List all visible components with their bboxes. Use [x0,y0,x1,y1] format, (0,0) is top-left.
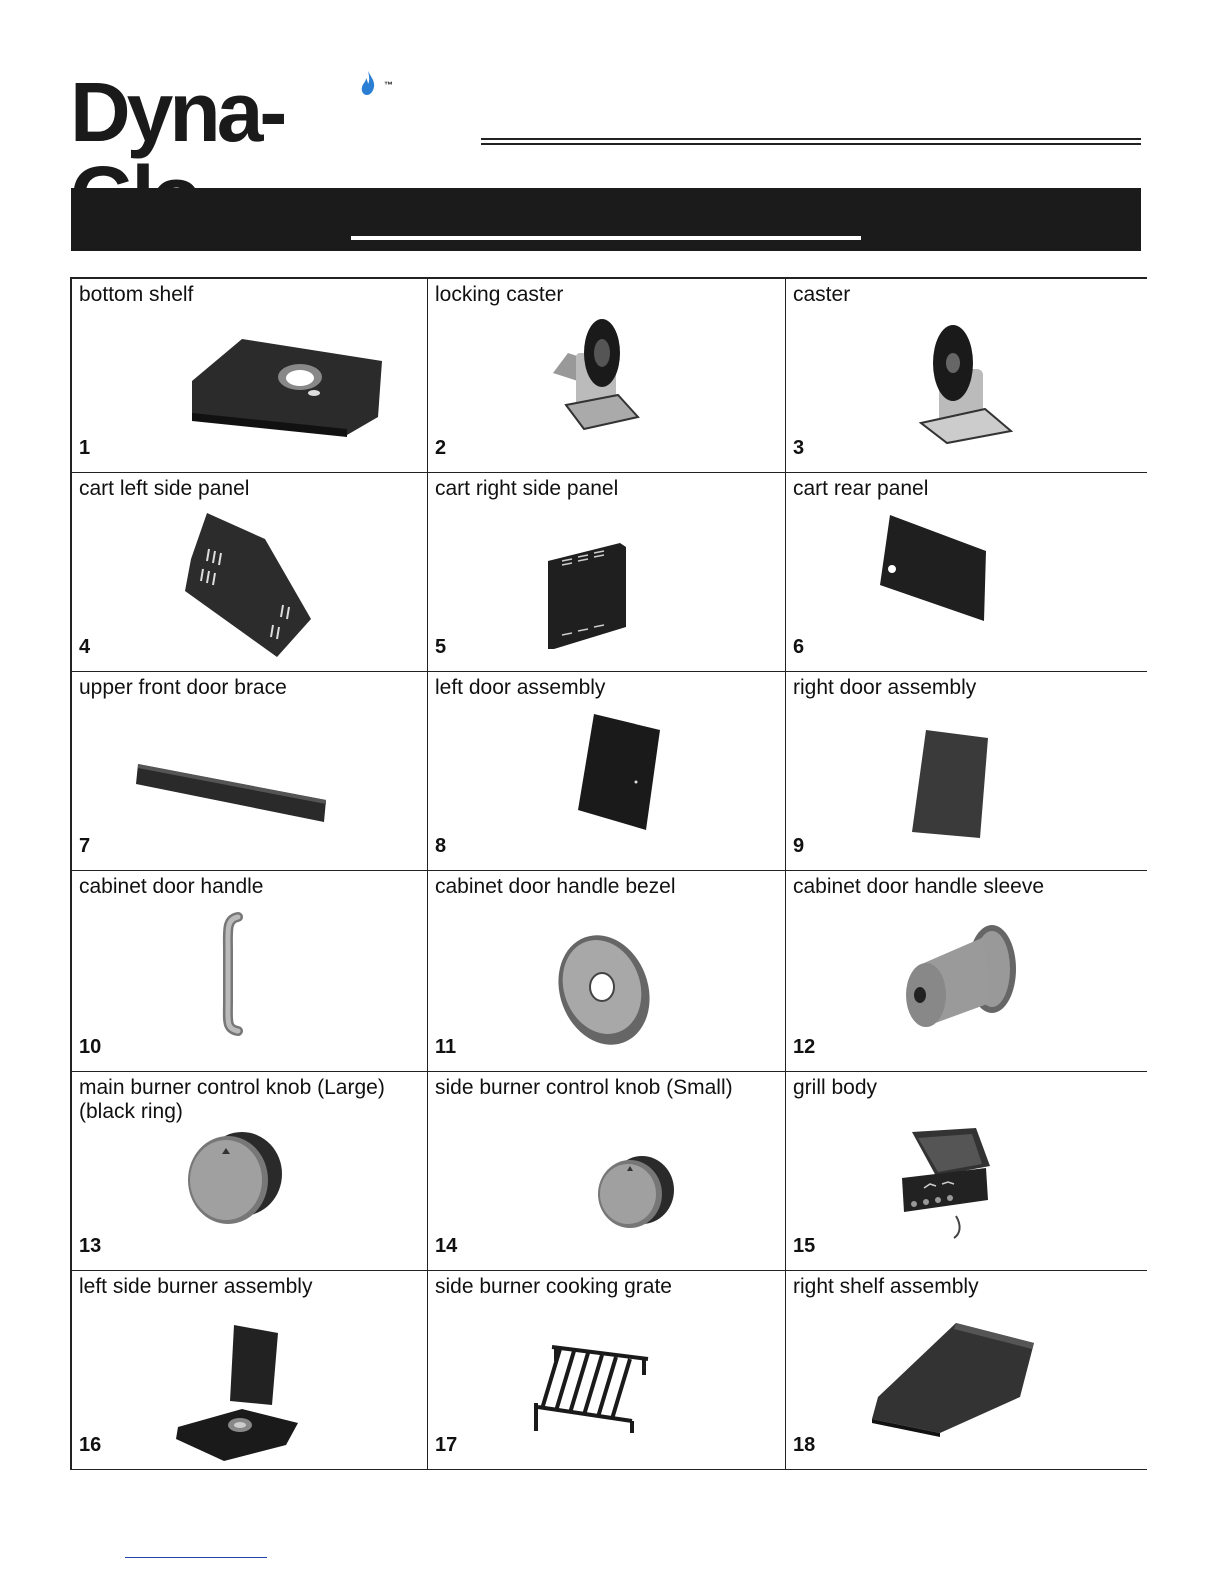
part-label: main burner control knob (Large) (black ring) [79,1076,385,1123]
right-side-panel-image [542,539,632,651]
large-knob-image [186,1128,286,1228]
small-knob-image [596,1152,680,1232]
part-label: caster [793,283,851,306]
part-number: 8 [435,835,447,857]
part-cell [72,1072,428,1271]
part-cell [72,279,428,473]
part-label: right shelf assembly [793,1275,979,1298]
side-burner-image [172,1323,302,1463]
part-cell [72,473,428,672]
handle-bezel-image [554,931,654,1049]
door-brace-image [134,760,330,830]
part-number: 10 [79,1036,102,1058]
door-handle-image [198,911,258,1037]
part-number: 3 [793,437,805,459]
trademark-symbol: ™ [384,80,393,90]
parts-grid [70,277,1147,1470]
caster-image [911,319,1021,449]
left-side-panel-image [177,509,317,661]
part-cell [428,1072,786,1271]
part-cell [428,473,786,672]
part-cell [72,672,428,871]
part-cell [428,871,786,1072]
part-cell [786,1271,1147,1470]
cooking-grate-image [532,1343,652,1433]
part-label: locking caster [435,283,564,306]
part-number: 7 [79,835,91,857]
part-number: 13 [79,1235,102,1257]
part-number: 16 [79,1434,102,1456]
right-door-image [910,728,990,840]
part-cell [428,1271,786,1470]
footer-link-rule [125,1557,267,1558]
part-number: 11 [435,1036,457,1058]
part-number: 6 [793,636,805,658]
rear-panel-image [876,513,996,625]
part-number: 12 [793,1036,816,1058]
part-label: side burner cooking grate [435,1275,672,1298]
banner-underline [351,236,861,240]
right-shelf-image [868,1319,1038,1437]
part-label: cart right side panel [435,477,619,500]
header-rule [481,138,1141,145]
flame-icon [358,70,378,96]
part-label: cabinet door handle [79,875,264,898]
part-number: 14 [435,1235,458,1257]
part-number: 18 [793,1434,816,1456]
title-banner [71,188,1141,251]
part-cell [786,871,1147,1072]
part-label: upper front door brace [79,676,287,699]
part-number: 5 [435,636,447,658]
handle-sleeve-image [894,923,1024,1037]
part-cell [786,473,1147,672]
part-cell [72,871,428,1072]
grill-body-image [896,1126,996,1246]
locking-caster-image [538,313,648,435]
part-cell [428,279,786,473]
bottom-shelf-image [182,331,392,443]
part-label: cabinet door handle sleeve [793,875,1045,898]
brand-logo [70,65,400,170]
part-number: 9 [793,835,805,857]
part-cell [786,1072,1147,1271]
part-number: 2 [435,437,447,459]
part-cell [786,672,1147,871]
part-number: 4 [79,636,91,658]
part-label: left side burner assembly [79,1275,313,1298]
part-label: cart left side panel [79,477,250,500]
part-number: 17 [435,1434,458,1456]
part-label: side burner control knob (Small) [435,1076,733,1099]
left-door-image [574,712,664,832]
part-cell [786,279,1147,473]
part-label: left door assembly [435,676,606,699]
part-label: bottom shelf [79,283,194,306]
part-cell [428,672,786,871]
part-label: cabinet door handle bezel [435,875,676,898]
part-number: 1 [79,437,91,459]
brand-name: Dyna- [70,65,284,159]
part-label: right door assembly [793,676,977,699]
part-cell [72,1271,428,1470]
part-label: grill body [793,1076,878,1099]
part-label: cart rear panel [793,477,929,500]
part-number: 15 [793,1235,816,1257]
